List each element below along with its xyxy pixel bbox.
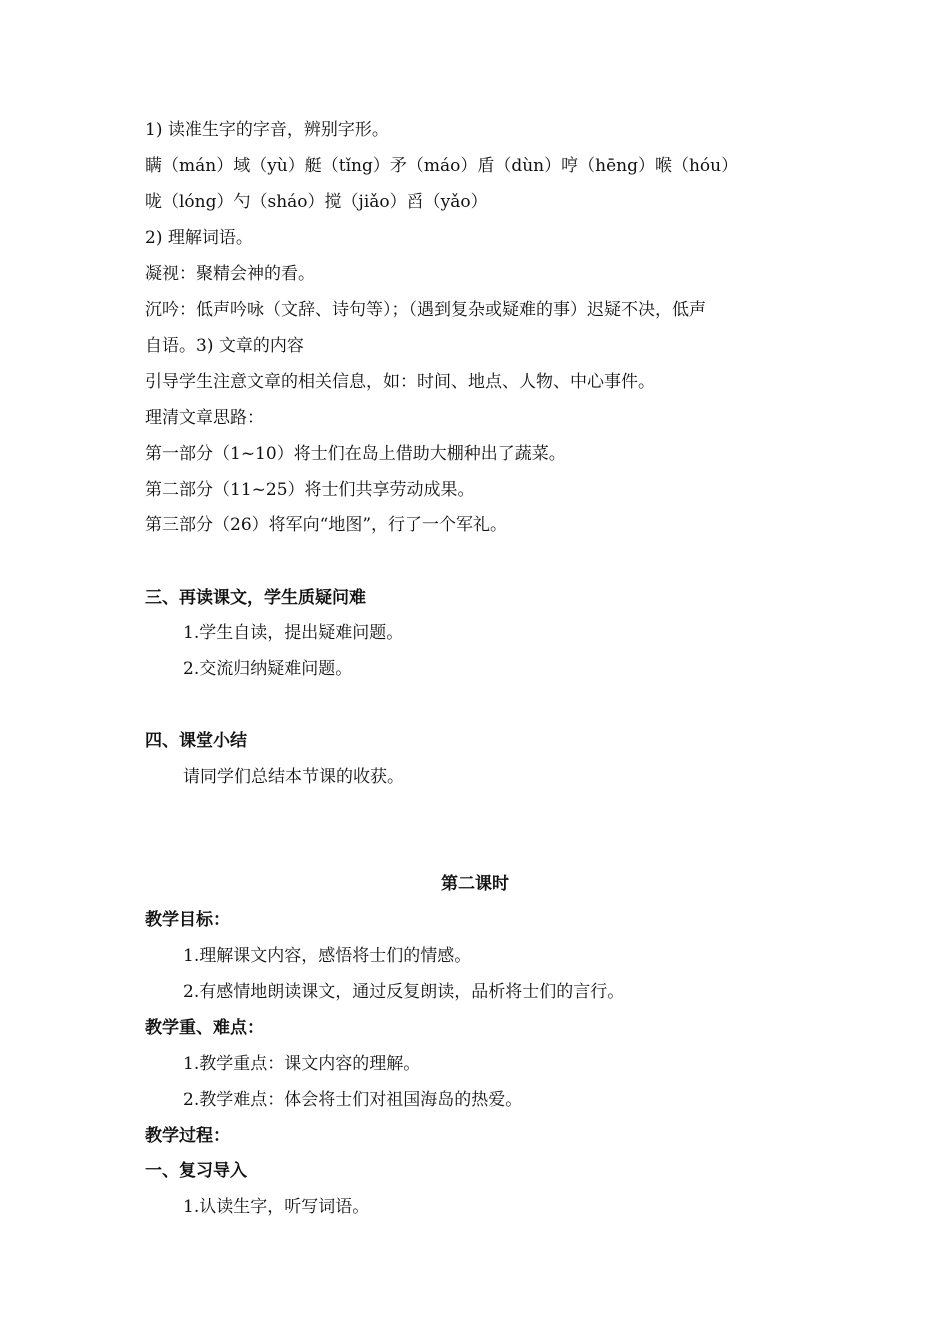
process-heading: 教学过程：	[145, 1126, 230, 1146]
goals-heading: 教学目标：	[145, 910, 230, 930]
item1-heading: 1) 读准生字的字音，辨别字形。	[145, 120, 389, 140]
pinyin-line-2: 咙（lóng）勺（sháo）搅（jiǎo）舀（yǎo）	[145, 192, 488, 212]
outline-part-1: 第一部分（1~10）将士们在岛上借助大棚种出了蔬菜。	[145, 444, 566, 464]
section-four-heading: 四、课堂小结	[145, 731, 247, 751]
word-definition-2-part1: 沉吟：低声吟咏（文辞、诗句等）；（遇到复杂或疑难的事）迟疑不决，低声	[145, 300, 706, 320]
outline-part-3: 第三部分（26）将军向“地图”，行了一个军礼。	[145, 515, 508, 535]
goal-2: 2.有感情地朗读课文，通过反复朗读，品析将士们的言行。	[183, 982, 625, 1002]
word-definition-2-part2: 自语。3) 文章的内容	[145, 336, 304, 356]
outline-heading: 理清文章思路：	[145, 408, 264, 428]
pinyin-line-1: 瞒（mán）域（yù）艇（tǐng）矛（máo）盾（dùn）哼（hēng）喉（hóu）	[145, 156, 739, 176]
section-three-item-1: 1.学生自读，提出疑难问题。	[183, 623, 404, 643]
lesson-two-title: 第二课时	[441, 874, 509, 894]
section-three-heading: 三、再读课文，学生质疑问难	[145, 588, 366, 608]
guide-text: 引导学生注意文章的相关信息，如：时间、地点、人物、中心事件。	[145, 372, 655, 392]
key-point-1: 1.教学重点：课文内容的理解。	[183, 1054, 421, 1074]
key-point-2: 2.教学难点：体会将士们对祖国海岛的热爱。	[183, 1090, 523, 1110]
key-points-heading: 教学重、难点：	[145, 1018, 264, 1038]
review-heading: 一、复习导入	[145, 1161, 247, 1181]
section-four-text: 请同学们总结本节课的收获。	[183, 767, 404, 787]
item2-heading: 2) 理解词语。	[145, 228, 253, 248]
outline-part-2: 第二部分（11~25）将士们共享劳动成果。	[145, 480, 475, 500]
goal-1: 1.理解课文内容，感悟将士们的情感。	[183, 946, 472, 966]
word-definition-1: 凝视：聚精会神的看。	[145, 264, 315, 284]
review-item-1: 1.认读生字，听写词语。	[183, 1197, 370, 1217]
section-three-item-2: 2.交流归纳疑难问题。	[183, 659, 353, 679]
